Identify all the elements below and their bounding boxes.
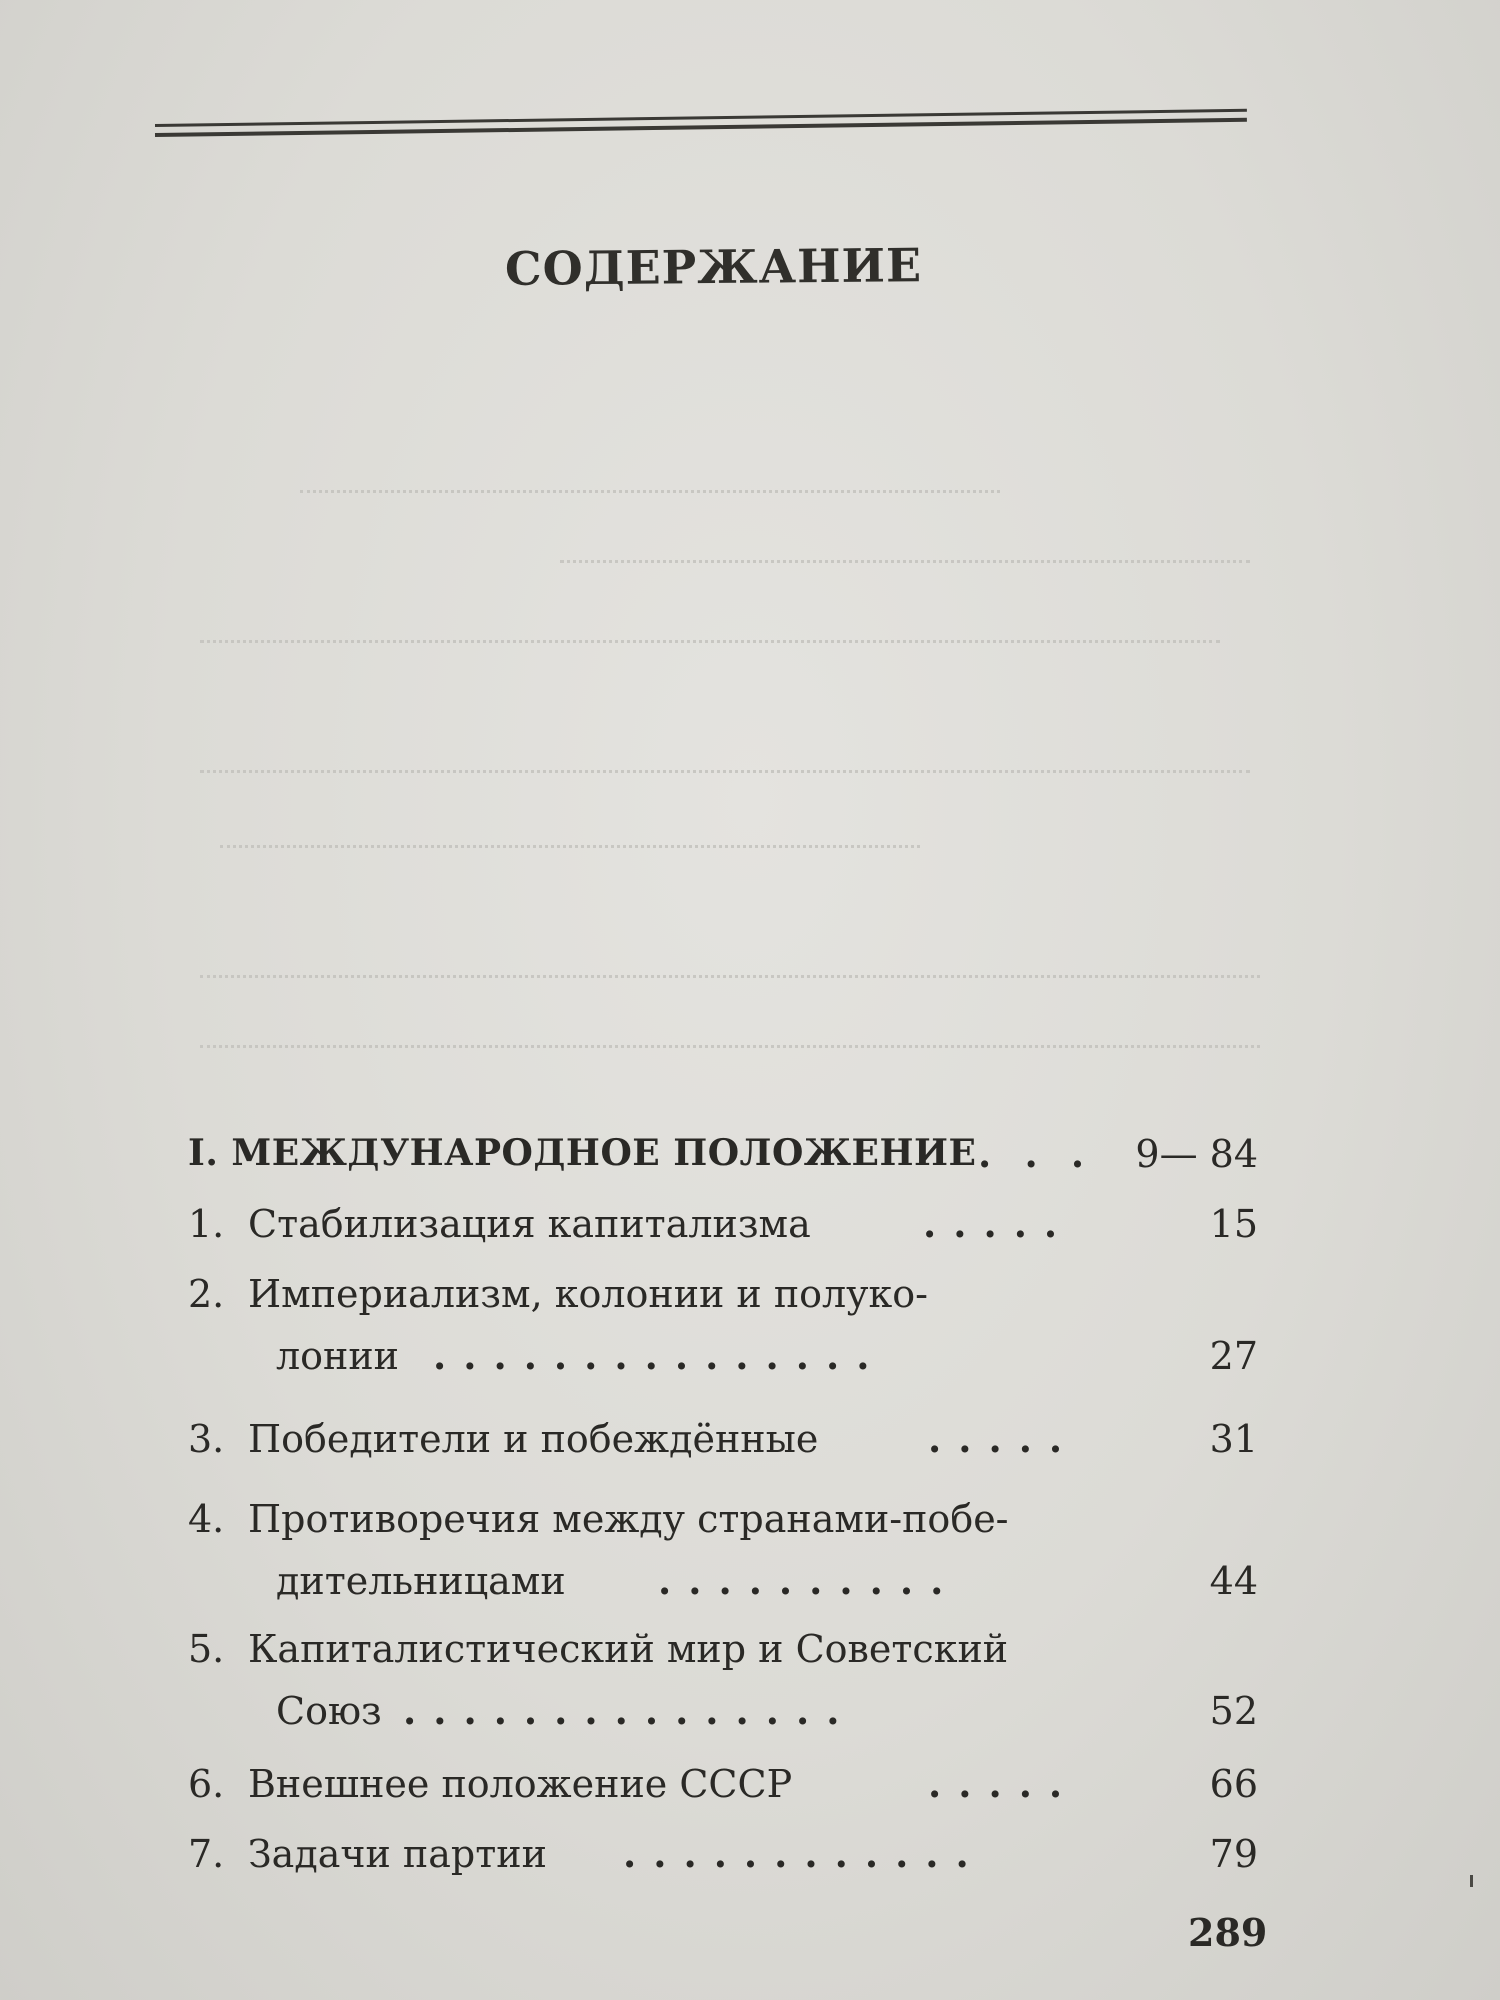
leader-dots: ..........	[658, 1558, 961, 1603]
leader-dots: .....	[923, 1201, 1075, 1246]
bleed-through-line	[200, 1045, 1260, 1048]
item-title: Противоречия между странами-побе-	[248, 1497, 1009, 1541]
item-page: 52	[1209, 1689, 1258, 1733]
item-number: 1.	[188, 1202, 225, 1246]
item-page: 31	[1209, 1417, 1258, 1461]
item-number: 3.	[188, 1417, 225, 1461]
page-number: 289	[1188, 1910, 1268, 1955]
paper-speck	[1470, 1875, 1473, 1887]
item-number: 5.	[188, 1627, 225, 1671]
header-rule-thin	[155, 109, 1247, 127]
leader-dots: ............	[623, 1831, 986, 1876]
chapter-heading: I. МЕЖДУНАРОДНОЕ ПОЛОЖЕНИЕ	[188, 1132, 977, 1174]
bleed-through-line	[220, 845, 920, 848]
item-page: 44	[1209, 1559, 1258, 1603]
header-rule-thick	[155, 118, 1247, 137]
page-title: СОДЕРЖАНИЕ	[504, 238, 923, 296]
bleed-through-line	[200, 975, 1260, 978]
item-title-continued: Союз	[276, 1689, 382, 1733]
item-title: Капиталистический мир и Советский	[248, 1627, 1009, 1671]
item-number: 2.	[188, 1272, 225, 1316]
item-page: 79	[1209, 1832, 1258, 1876]
leader-dots: ...............	[433, 1333, 887, 1378]
item-title: Задачи партии	[248, 1832, 547, 1876]
leader-dots: ...............	[403, 1688, 857, 1733]
item-title: Стабилизация капитализма	[248, 1202, 811, 1246]
item-title-continued: лонии	[276, 1334, 399, 1378]
leader-dots: .....	[928, 1416, 1080, 1461]
item-page: 27	[1209, 1334, 1258, 1378]
bleed-through-line	[300, 490, 1000, 493]
leader-dots: .....	[928, 1761, 1080, 1806]
item-page: 66	[1209, 1762, 1258, 1806]
leader-dots: . . .	[978, 1131, 1095, 1176]
item-title: Империализм, колонии и полуко-	[248, 1272, 929, 1316]
bleed-through-line	[560, 560, 1250, 563]
item-number: 4.	[188, 1497, 225, 1541]
item-title: Победители и побеждённые	[248, 1417, 819, 1461]
bleed-through-line	[200, 640, 1220, 643]
bleed-through-line	[200, 770, 1250, 773]
item-title: Внешнее положение СССР	[248, 1762, 793, 1806]
item-number: 6.	[188, 1762, 225, 1806]
item-title-continued: дительницами	[276, 1559, 566, 1603]
item-page: 15	[1209, 1202, 1258, 1246]
chapter-page-range: 9— 84	[1135, 1132, 1258, 1176]
item-number: 7.	[188, 1832, 225, 1876]
